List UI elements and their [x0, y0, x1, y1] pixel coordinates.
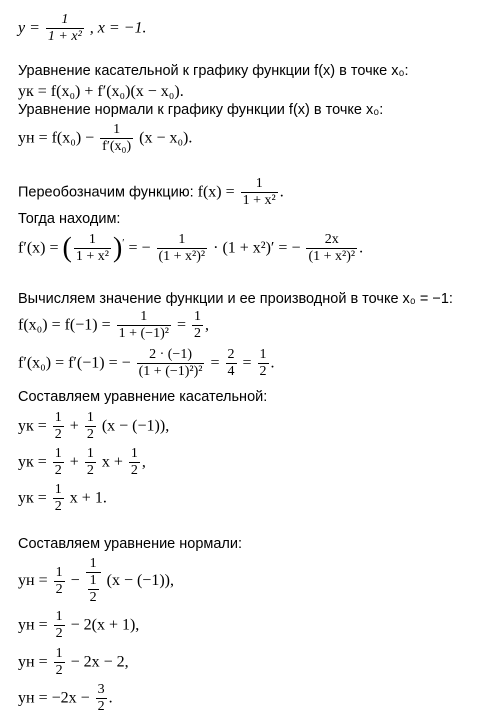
derivative-prime: ′	[122, 237, 125, 249]
normal-step-1	[18, 556, 174, 606]
problem-condition: , x = −1.	[89, 19, 147, 37]
t2-plus: +	[69, 453, 79, 471]
n4-a-den: 2	[97, 699, 105, 715]
t2-c-num: 1	[129, 446, 140, 463]
problem-lhs: y =	[18, 19, 40, 37]
derivative-f3-num: 2x	[306, 232, 357, 249]
t2-fraction-a	[53, 446, 64, 479]
n2-fraction-a	[54, 609, 65, 642]
dfx0-fraction-2	[226, 347, 237, 380]
n1-fraction-a	[54, 565, 65, 598]
normal-fraction	[100, 122, 133, 155]
tangent-step-2	[18, 446, 146, 479]
n4-fraction-a	[96, 682, 107, 715]
fx0-den2: 2	[193, 326, 201, 342]
t2-b-den: 2	[86, 463, 94, 479]
dfx0-fraction-3	[258, 347, 269, 380]
t1-rest: (x − (−1)),	[101, 417, 170, 435]
normal-lhs: yн = f(x₀) −	[18, 129, 95, 147]
dfx0-num: 2 · (−1)	[137, 347, 205, 364]
t2-a-num: 1	[53, 446, 64, 463]
n2-a-num: 1	[54, 609, 65, 626]
t1-a-den: 2	[54, 427, 62, 443]
n3-a-den: 2	[55, 663, 63, 679]
problem-den: 1 + x²	[47, 29, 82, 45]
normal-intro: Уравнение нормали к графику функции f(x) в точке x₀:	[18, 102, 384, 118]
fx0-line	[18, 309, 209, 342]
normal-step-3	[18, 646, 129, 679]
fx0-eq: =	[176, 316, 186, 334]
n2-a-den: 2	[55, 626, 63, 642]
n2-lhs: yн =	[18, 616, 48, 634]
derivative-paren-den: 1 + x²	[75, 249, 109, 265]
fx0-fraction	[117, 309, 171, 342]
rename-line	[18, 176, 284, 209]
fx0-end: ,	[204, 316, 209, 334]
compute-intro: Вычисляем значение функции и ее производной в точке x₀ = −1:	[18, 291, 453, 307]
t2-end: ,	[141, 453, 146, 471]
rename-text: Переобозначим функцию:	[18, 184, 194, 201]
t1-fraction-a	[53, 410, 64, 443]
n4-end: .	[108, 689, 113, 707]
dfx0-end: .	[270, 354, 275, 372]
right-paren: )	[112, 232, 123, 264]
normal-num: 1	[100, 122, 133, 139]
rename-lhs: f(x) =	[197, 183, 235, 201]
t1-a-num: 1	[53, 410, 64, 427]
n1-rest: (x − (−1)),	[106, 571, 174, 589]
tangent-compose: Составляем уравнение касательной:	[18, 389, 268, 405]
n3-fraction-a	[54, 646, 65, 679]
n3-lhs: yн =	[18, 653, 48, 671]
derivative-paren-fraction	[74, 232, 111, 265]
normal-formula	[18, 122, 192, 155]
n1-nested-fraction	[88, 573, 99, 606]
n3-a-num: 1	[54, 646, 65, 663]
n1-lhs: yн =	[18, 571, 48, 589]
problem-fraction	[46, 12, 84, 45]
t3-fraction-a	[53, 482, 64, 515]
normal-den: f′(x₀)	[102, 139, 132, 155]
t1-fraction-b	[85, 410, 96, 443]
dfx0-line	[18, 347, 275, 380]
derivative-end: .	[359, 239, 364, 257]
t3-a-num: 1	[53, 482, 64, 499]
rename-den: 1 + x²	[242, 193, 276, 209]
derivative-lhs: f′(x) =	[18, 239, 59, 257]
t3-rest: x + 1.	[69, 489, 107, 507]
left-paren: (	[62, 232, 72, 264]
t3-lhs: yк =	[18, 489, 47, 507]
normal-compose: Составляем уравнение нормали:	[18, 536, 243, 552]
fx0-den: 1 + (−1)²	[118, 326, 169, 342]
derivative-mid2: · (1 + x²)′ = −	[213, 239, 301, 257]
n1-b-num: 1	[86, 556, 101, 573]
then-text: Тогда находим:	[18, 211, 121, 227]
rename-num: 1	[241, 176, 278, 193]
rename-end: .	[279, 183, 284, 201]
tangent-step-3	[18, 482, 107, 515]
dfx0-den2: 4	[227, 364, 235, 380]
fx0-fraction-2	[192, 309, 203, 342]
fx0-num: 1	[117, 309, 171, 326]
t1-b-den: 2	[86, 427, 94, 443]
n4-a-num: 3	[96, 682, 107, 699]
derivative-f2-num: 1	[157, 232, 208, 249]
dfx0-lhs: f′(x₀) = f′(−1) = −	[18, 354, 131, 372]
derivative-fraction-2	[157, 232, 208, 265]
problem-statement	[18, 12, 146, 45]
tangent-intro: Уравнение касательной к графику функции f(x) в точке x₀:	[18, 63, 409, 79]
n2-rest: − 2(x + 1),	[70, 616, 140, 634]
t2-lhs: yк =	[18, 453, 47, 471]
t1-lhs: yк =	[18, 417, 47, 435]
n4-lhs: yн = −2x −	[18, 689, 90, 707]
n1-minus: −	[70, 571, 80, 589]
dfx0-fraction	[137, 347, 205, 380]
fx0-num2: 1	[192, 309, 203, 326]
t1-plus: +	[69, 417, 79, 435]
derivative-f3-den: (1 + x²)²	[308, 249, 356, 265]
n1-a-den: 2	[55, 581, 63, 597]
normal-step-4	[18, 682, 113, 715]
t2-c-den: 2	[130, 463, 138, 479]
dfx0-eq2: =	[242, 354, 252, 372]
n1-nested-num: 1	[88, 573, 99, 590]
n1-fraction-b	[86, 556, 101, 606]
tangent-step-1	[18, 410, 169, 443]
tangent-formula: yк = f(x₀) + f′(x₀)(x − x₀).	[18, 83, 184, 100]
t1-b-num: 1	[85, 410, 96, 427]
normal-rhs: (x − x₀).	[139, 129, 193, 147]
dfx0-eq: =	[210, 354, 220, 372]
dfx0-den3: 2	[259, 364, 267, 380]
n3-rest: − 2x − 2,	[70, 653, 129, 671]
t2-a-den: 2	[54, 463, 62, 479]
derivative-f2-den: (1 + x²)²	[158, 249, 206, 265]
normal-step-2	[18, 609, 139, 642]
dfx0-num3: 1	[258, 347, 269, 364]
dfx0-den: (1 + (−1)²)²	[138, 364, 203, 380]
fx0-lhs: f(x₀) = f(−1) =	[18, 316, 111, 334]
n1-nested-den: 2	[89, 590, 97, 606]
t2-b-num: 1	[85, 446, 96, 463]
derivative-line	[18, 232, 363, 265]
rename-fraction	[241, 176, 278, 209]
problem-num: 1	[46, 12, 84, 29]
t3-a-den: 2	[54, 499, 62, 515]
t2-mid: x +	[101, 453, 123, 471]
derivative-mid: = −	[128, 239, 151, 257]
derivative-paren-num: 1	[74, 232, 111, 249]
n1-a-num: 1	[54, 565, 65, 582]
t2-fraction-b	[85, 446, 96, 479]
derivative-fraction-3	[306, 232, 357, 265]
dfx0-num2: 2	[226, 347, 237, 364]
t2-fraction-c	[129, 446, 140, 479]
